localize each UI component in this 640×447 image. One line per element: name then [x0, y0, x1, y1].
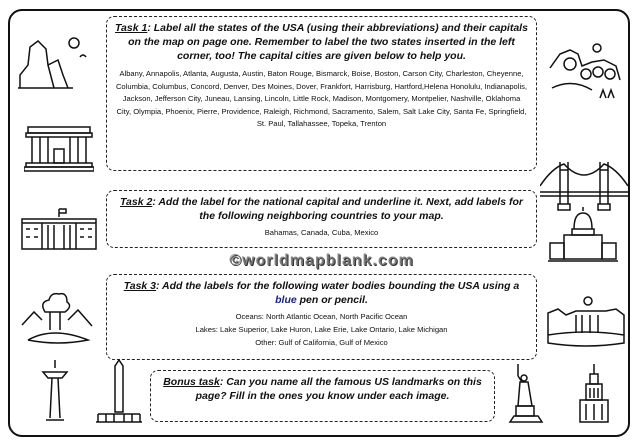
task1-box [106, 16, 537, 171]
old-faithful-geyser-icon [20, 290, 95, 345]
task3-box [106, 274, 537, 360]
task2-label: Task 2 [120, 196, 153, 208]
lincoln-memorial-icon [24, 125, 94, 173]
space-needle-icon [40, 360, 70, 422]
task3-instructions: : Add the labels for the following water bodies bounding the USA using a [156, 280, 520, 292]
empire-state-building-icon [576, 364, 612, 424]
us-capitol-icon [548, 205, 618, 263]
bonus-box [150, 370, 495, 422]
white-house-icon [20, 207, 98, 252]
bonus-heading [159, 375, 486, 403]
oceans-list: Oceans: North Atlantic Ocean, North Pacific Ocean [235, 312, 408, 321]
task3-heading [115, 279, 528, 307]
yosemite-icon [18, 35, 98, 90]
task2-instructions: : Add the label for the national capital and underline it. Next, add labels for the following neighboring countries to your map. [152, 196, 523, 222]
task1-label: Task 1 [115, 22, 148, 34]
other-water-list: Other: Gulf of California, Gulf of Mexico [255, 338, 388, 347]
countries-list: Bahamas, Canada, Cuba, Mexico [264, 228, 379, 237]
statue-of-liberty-icon [508, 362, 544, 426]
bonus-instructions: : Can you name all the famous US landmarks on this page? Fill in the ones you know under each image. [195, 376, 482, 402]
niagara-falls-icon [546, 295, 626, 350]
capital-cities-list: Albany, Annapolis, Atlanta, Augusta, Austin, Baton Rouge, Bismarck, Boise, Boston, Carson City, Charleston, Cheyenne, Columbia, Columbus, Concord, Denver, Des Moines, Dover, Frankfort, Harrisburg, Hartford,Helena Honolulu, Indianapolis, Jackson, Jefferson City, Juneau, Lansing, Lincoln, Little Rock, Madison, Montgomery, Montpelier, Nashville, Oklahoma City, Olympia, Phoenix, Pierre, Providence, Raleigh, Richmond, Sacramento, Salem, Salt Lake City, Santa Fe, Springfield, St. Paul, Tallahassee, Topeka, Trenton [115, 69, 528, 128]
task3-label: Task 3 [123, 280, 157, 292]
blue-word: blue [275, 294, 297, 306]
task2-box [106, 190, 537, 248]
mount-rushmore-icon [548, 40, 623, 100]
bonus-label: Bonus task [163, 376, 220, 388]
task1-heading [115, 21, 528, 63]
task1-instructions: : Label all the states of the USA (using their abbreviations) and their capitals on the map on page one. Remember to label the two states inserted in the left corner, too! The capital cities are given below to help you. [128, 22, 528, 62]
washington-monument-icon [94, 358, 144, 424]
lakes-list: Lakes: Lake Superior, Lake Huron, Lake Erie, Lake Ontario, Lake Michigan [195, 325, 448, 334]
watermark: ©worldmapblank.com [229, 252, 414, 269]
task2-heading [115, 195, 528, 223]
task3-instructions-end: pen or pencil. [296, 294, 368, 306]
